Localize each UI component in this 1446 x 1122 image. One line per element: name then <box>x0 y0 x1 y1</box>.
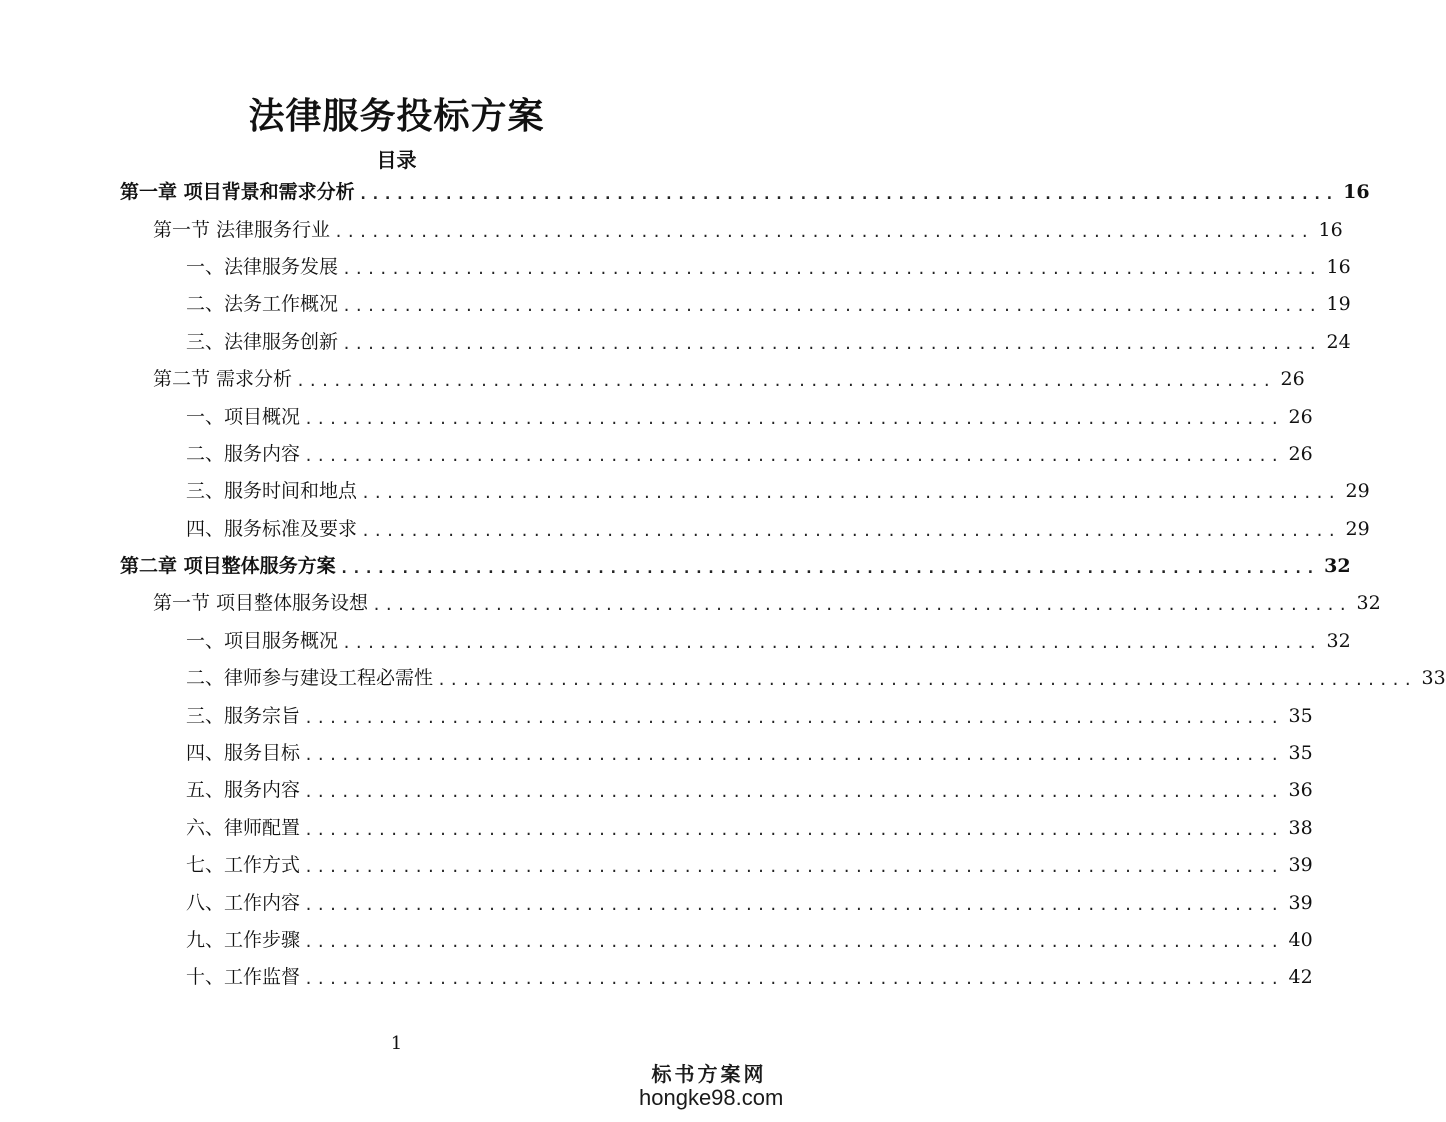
toc-entry[interactable] <box>0 211 1343 248</box>
toc-entry-label: 一、法律服务发展 <box>186 255 339 278</box>
toc-dot-leader: ................................................................................ <box>304 746 1283 765</box>
watermark-site-name: 标书方案网 <box>651 1062 767 1086</box>
toc-entry[interactable] <box>0 922 1313 959</box>
toc-entry-page: 16 <box>1326 255 1351 278</box>
toc-entry[interactable] <box>0 847 1313 884</box>
toc-entry[interactable] <box>0 286 1351 323</box>
toc-entry-label: 第一章 项目背景和需求分析 <box>120 181 355 204</box>
toc-entry-label: 二、服务内容 <box>186 442 301 465</box>
toc-entry-label: 一、项目概况 <box>186 405 301 428</box>
toc-entry-label: 第二章 项目整体服务方案 <box>120 555 336 578</box>
toc-dot-leader: ................................................................................ <box>304 708 1283 727</box>
table-of-contents <box>0 174 1446 997</box>
toc-dot-leader: ................................................................................ <box>437 671 1416 690</box>
toc-entry[interactable] <box>0 623 1351 660</box>
toc-entry-label: 四、服务目标 <box>186 742 301 765</box>
toc-dot-leader: ................................................................................ <box>342 297 1321 316</box>
toc-entry[interactable] <box>0 436 1313 473</box>
toc-entry[interactable] <box>0 398 1313 435</box>
toc-dot-leader: ................................................................................ <box>296 372 1275 391</box>
toc-dot-leader: ................................................................................ <box>361 484 1340 503</box>
toc-entry-page: 29 <box>1345 517 1370 540</box>
toc-entry[interactable] <box>0 585 1381 622</box>
toc-entry-label: 三、法律服务创新 <box>186 330 339 353</box>
toc-entry[interactable] <box>0 735 1313 772</box>
toc-dot-leader: ................................................................................ <box>342 259 1321 278</box>
toc-entry-page: 35 <box>1288 704 1313 727</box>
toc-entry[interactable] <box>0 884 1313 921</box>
toc-entry-label: 八、工作内容 <box>186 891 301 914</box>
toc-entry[interactable] <box>0 810 1313 847</box>
toc-dot-leader: ................................................................................ <box>304 895 1283 914</box>
toc-dot-leader: ................................................................................ <box>372 596 1351 615</box>
toc-dot-leader: ................................................................................ <box>334 222 1313 241</box>
toc-dot-leader: ................................................................................ <box>304 970 1283 989</box>
toc-dot-leader: ................................................................................ <box>304 446 1283 465</box>
document-title: 法律服务投标方案 <box>248 95 545 137</box>
toc-entry[interactable] <box>0 249 1351 286</box>
toc-entry-label: 第二节 需求分析 <box>153 368 293 391</box>
toc-entry-page: 32 <box>1324 555 1351 578</box>
toc-heading: 目录 <box>376 148 417 172</box>
toc-entry-label: 九、工作步骤 <box>186 929 301 951</box>
toc-entry-label: 第一节 项目整体服务设想 <box>153 592 369 615</box>
toc-entry-page: 19 <box>1326 293 1351 316</box>
toc-dot-leader: ................................................................................ <box>342 633 1321 652</box>
toc-entry-page: 40 <box>1288 929 1313 951</box>
toc-entry-label: 十、工作监督 <box>186 966 301 989</box>
toc-entry-page: 33 <box>1421 667 1446 690</box>
toc-entry-page: 26 <box>1280 368 1305 391</box>
toc-entry-label: 三、服务宗旨 <box>186 704 301 727</box>
toc-entry-label: 五、服务内容 <box>186 779 301 802</box>
toc-entry-label: 二、律师参与建设工程必需性 <box>186 667 434 690</box>
toc-entry-page: 39 <box>1288 891 1313 914</box>
toc-entry[interactable] <box>0 361 1305 398</box>
toc-entry[interactable] <box>0 548 1351 585</box>
toc-entry-label: 三、服务时间和地点 <box>186 480 358 503</box>
toc-entry-label: 四、服务标准及要求 <box>186 517 358 540</box>
page-number: 1 <box>390 1033 403 1054</box>
toc-entry-page: 35 <box>1288 742 1313 765</box>
toc-dot-leader: ................................................................................ <box>342 334 1321 353</box>
toc-dot-leader: ................................................................................ <box>304 933 1283 951</box>
toc-entry-page: 39 <box>1288 854 1313 877</box>
watermark-logo <box>639 1062 784 1110</box>
toc-dot-leader: ................................................................................ <box>339 559 1319 578</box>
toc-entry[interactable] <box>0 324 1351 361</box>
toc-dot-leader: ................................................................................ <box>358 185 1338 204</box>
toc-entry[interactable] <box>0 959 1313 996</box>
watermark-domain: hongke98.com <box>639 1085 784 1110</box>
toc-entry-page: 32 <box>1326 629 1351 652</box>
toc-dot-leader: ................................................................................ <box>304 858 1283 877</box>
toc-entry[interactable] <box>0 473 1370 510</box>
toc-entry-label: 一、项目服务概况 <box>186 629 339 652</box>
toc-entry-label: 第一节 法律服务行业 <box>153 218 331 241</box>
toc-entry-page: 16 <box>1343 181 1370 204</box>
toc-entry[interactable] <box>0 511 1370 548</box>
toc-entry-label: 七、工作方式 <box>186 854 301 877</box>
toc-dot-leader: ................................................................................ <box>361 521 1340 540</box>
toc-entry-page: 42 <box>1288 966 1313 989</box>
toc-dot-leader: ................................................................................ <box>304 783 1283 802</box>
toc-entry-page: 29 <box>1345 480 1370 503</box>
toc-entry-page: 26 <box>1288 405 1313 428</box>
toc-entry[interactable] <box>0 660 1446 697</box>
toc-entry[interactable] <box>0 772 1313 809</box>
toc-entry-page: 16 <box>1318 218 1343 241</box>
toc-dot-leader: ................................................................................ <box>304 409 1283 428</box>
toc-dot-leader: ................................................................................ <box>304 820 1283 839</box>
toc-entry-page: 38 <box>1288 816 1313 839</box>
toc-entry[interactable] <box>0 697 1313 734</box>
toc-entry-page: 26 <box>1288 442 1313 465</box>
toc-entry-page: 24 <box>1326 330 1351 353</box>
toc-entry-page: 36 <box>1288 779 1313 802</box>
toc-entry[interactable] <box>0 174 1370 211</box>
toc-entry-page: 32 <box>1356 592 1381 615</box>
toc-entry-label: 二、法务工作概况 <box>186 293 339 316</box>
toc-entry-label: 六、律师配置 <box>186 816 301 839</box>
